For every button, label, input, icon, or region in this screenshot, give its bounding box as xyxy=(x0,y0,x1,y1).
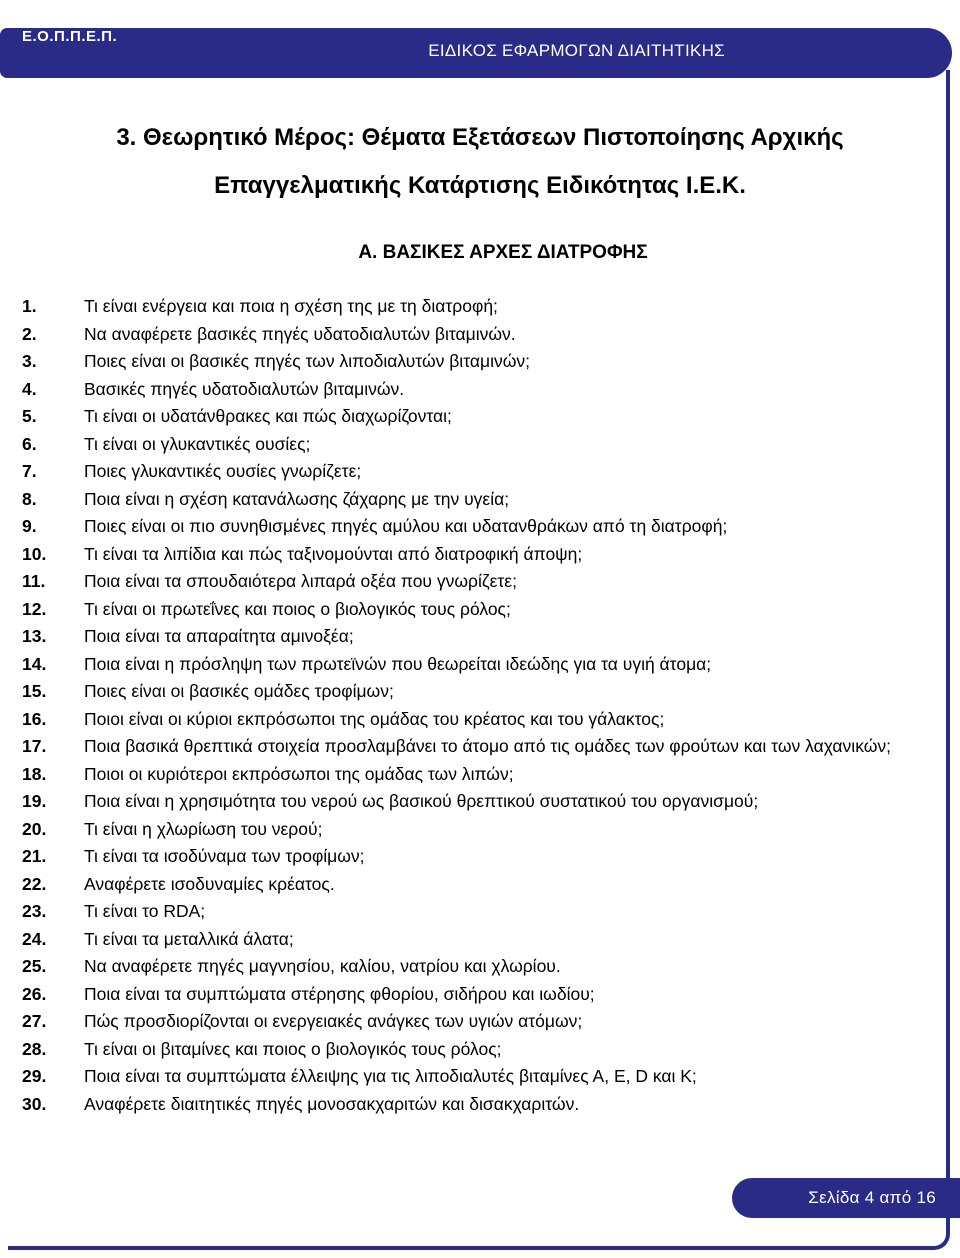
list-item xyxy=(22,984,922,1005)
question-text: Ποια είναι τα συμπτώματα στέρησης φθορίου, σιδήρου και ιωδίου; xyxy=(84,983,595,1004)
question-text: Τι είναι ενέργεια και ποια η σχέση της με τη διατροφή; xyxy=(84,296,498,316)
question-text: Ποιες είναι οι πιο συνηθισμένες πηγές αμύλου και υδατανθράκων από τη διατροφή; xyxy=(84,516,728,536)
question-text: Ποια είναι τα απαραίτητα αμινοξέα; xyxy=(84,626,354,646)
question-number: 13. xyxy=(22,626,47,646)
list-item xyxy=(22,516,922,537)
question-text: Να αναφέρετε πηγές μαγνησίου, καλίου, νατρίου και χλωρίου. xyxy=(84,956,561,976)
question-number: 10. xyxy=(22,543,47,564)
question-number: 21. xyxy=(22,846,47,866)
question-text: Ποιες γλυκαντικές ουσίες γνωρίζετε; xyxy=(84,461,362,481)
question-number: 4. xyxy=(22,378,37,399)
question-text: Τι είναι η χλωρίωση του νερού; xyxy=(84,818,323,839)
question-text: Τι είναι το RDA; xyxy=(84,901,206,921)
question-text: Ποιες είναι οι βασικές ομάδες τροφίμων; xyxy=(84,681,394,701)
question-number: 15. xyxy=(22,681,47,701)
list-item xyxy=(22,324,922,345)
question-text: Ποιοι είναι οι κύριοι εκπρόσωποι της ομάδας του κρέατος και του γάλακτος; xyxy=(84,708,665,729)
question-number: 3. xyxy=(22,351,37,371)
question-number: 27. xyxy=(22,1011,47,1031)
question-text: Τι είναι τα ισοδύναμα των τροφίμων; xyxy=(84,846,365,866)
list-item xyxy=(22,406,922,427)
header-specialty: ΕΙΔΙΚΟΣ ΕΦΑΡΜΟΓΩΝ ΔΙΑΙΤΗΤΙΚΗΣ xyxy=(428,41,725,60)
page-number: Σελίδα 4 από 16 xyxy=(808,1188,936,1207)
question-text: Ποια είναι η σχέση κατανάλωσης ζάχαρης με την υγεία; xyxy=(84,488,510,509)
question-number: 11. xyxy=(22,571,46,591)
question-number: 22. xyxy=(22,873,47,894)
list-item xyxy=(22,874,922,895)
list-item xyxy=(22,599,922,620)
list-item xyxy=(22,1094,922,1115)
question-text: Ποια είναι τα σπουδαιότερα λιπαρά οξέα που γνωρίζετε; xyxy=(84,571,517,591)
question-number: 1. xyxy=(22,296,37,316)
question-number: 19. xyxy=(22,791,47,811)
question-text: Πώς προσδιορίζονται οι ενεργειακές ανάγκες των υγιών ατόμων; xyxy=(84,1011,583,1031)
list-item xyxy=(22,1066,922,1087)
list-item xyxy=(22,351,922,372)
question-text: Τι είναι οι βιταμίνες και ποιος ο βιολογικός τους ρόλος; xyxy=(84,1038,502,1059)
list-item xyxy=(22,1011,922,1032)
list-item xyxy=(22,654,922,675)
list-item xyxy=(22,819,922,840)
list-item xyxy=(22,461,922,482)
question-text: Βασικές πηγές υδατοδιαλυτών βιταμινών. xyxy=(84,378,405,399)
list-item xyxy=(22,956,922,977)
list-item xyxy=(22,709,922,730)
question-number: 18. xyxy=(22,763,47,784)
question-text: Ποια είναι η χρησιμότητα του νερού ως βασικού θρεπτικού συστατικού του οργανισμού; xyxy=(84,791,759,811)
question-number: 20. xyxy=(22,818,47,839)
question-text: Τι είναι οι πρωτεΐνες και ποιος ο βιολογικός τους ρόλος; xyxy=(84,598,511,619)
list-item xyxy=(22,379,922,400)
question-text: Τι είναι τα λιπίδια και πώς ταξινομούνται από διατροφική άποψη; xyxy=(84,543,583,564)
question-number: 14. xyxy=(22,653,47,674)
question-number: 5. xyxy=(22,406,37,426)
question-text: Ποιες είναι οι βασικές πηγές των λιποδιαλυτών βιταμινών; xyxy=(84,351,530,371)
question-number: 26. xyxy=(22,983,47,1004)
question-number: 16. xyxy=(22,708,47,729)
list-item xyxy=(22,736,922,757)
question-text: Ποιοι οι κυριότεροι εκπρόσωποι της ομάδας των λιπών; xyxy=(84,763,514,784)
list-item xyxy=(22,1039,922,1060)
list-item xyxy=(22,296,922,317)
question-text: Τι είναι οι γλυκαντικές ουσίες; xyxy=(84,433,311,454)
list-item xyxy=(22,901,922,922)
question-text: Ποια είναι τα συμπτώματα έλλειψης για τις λιποδιαλυτές βιταμίνες Α, Ε, D και Κ; xyxy=(84,1066,697,1086)
question-text: Να αναφέρετε βασικές πηγές υδατοδιαλυτών βιταμινών. xyxy=(84,323,516,344)
question-number: 9. xyxy=(22,516,37,536)
question-number: 2. xyxy=(22,323,37,344)
list-item xyxy=(22,764,922,785)
question-number: 7. xyxy=(22,461,37,481)
list-item xyxy=(22,846,922,867)
list-item xyxy=(22,571,922,592)
header-organization: Ε.Ο.Π.Π.Ε.Π. xyxy=(22,28,118,45)
question-number: 17. xyxy=(22,736,47,756)
question-text: Αναφέρετε ισοδυναμίες κρέατος. xyxy=(84,873,335,894)
question-number: 29. xyxy=(22,1066,47,1086)
section-title: Α. ΒΑΣΙΚΕΣ ΑΡΧΕΣ ΔΙΑΤΡΟΦΗΣ xyxy=(358,242,648,263)
question-number: 23. xyxy=(22,901,47,921)
question-text: Αναφέρετε διαιτητικές πηγές μονοσακχαριτών και δισακχαριτών. xyxy=(84,1093,580,1114)
question-text: Ποια βασικά θρεπτικά στοιχεία προσλαμβάνει το άτομο από τις ομάδες των φρούτων και των λαχανικών; xyxy=(84,736,891,756)
question-number: 24. xyxy=(22,928,47,949)
question-list xyxy=(22,296,922,1121)
list-item xyxy=(22,544,922,565)
question-number: 30. xyxy=(22,1093,47,1114)
list-item xyxy=(22,929,922,950)
question-text: Τι είναι τα μεταλλικά άλατα; xyxy=(84,928,294,949)
list-item xyxy=(22,489,922,510)
question-number: 12. xyxy=(22,598,47,619)
question-number: 28. xyxy=(22,1038,47,1059)
question-text: Ποια είναι η πρόσληψη των πρωτεϊνών που θεωρείται ιδεώδης για τα υγιή άτομα; xyxy=(84,653,712,674)
page-title-line2: Επαγγελματικής Κατάρτισης Ειδικότητας Ι.Ε.Κ. xyxy=(214,172,746,199)
question-number: 8. xyxy=(22,488,37,509)
list-item xyxy=(22,626,922,647)
list-item xyxy=(22,434,922,455)
page-title-line1: 3. Θεωρητικό Μέρος: Θέματα Εξετάσεων Πιστοποίησης Αρχικής xyxy=(116,124,844,151)
question-number: 6. xyxy=(22,433,37,454)
list-item xyxy=(22,791,922,812)
footer-bar xyxy=(732,1178,960,1218)
question-number: 25. xyxy=(22,956,47,976)
list-item xyxy=(22,681,922,702)
question-text: Τι είναι οι υδατάνθρακες και πώς διαχωρίζονται; xyxy=(84,406,452,426)
